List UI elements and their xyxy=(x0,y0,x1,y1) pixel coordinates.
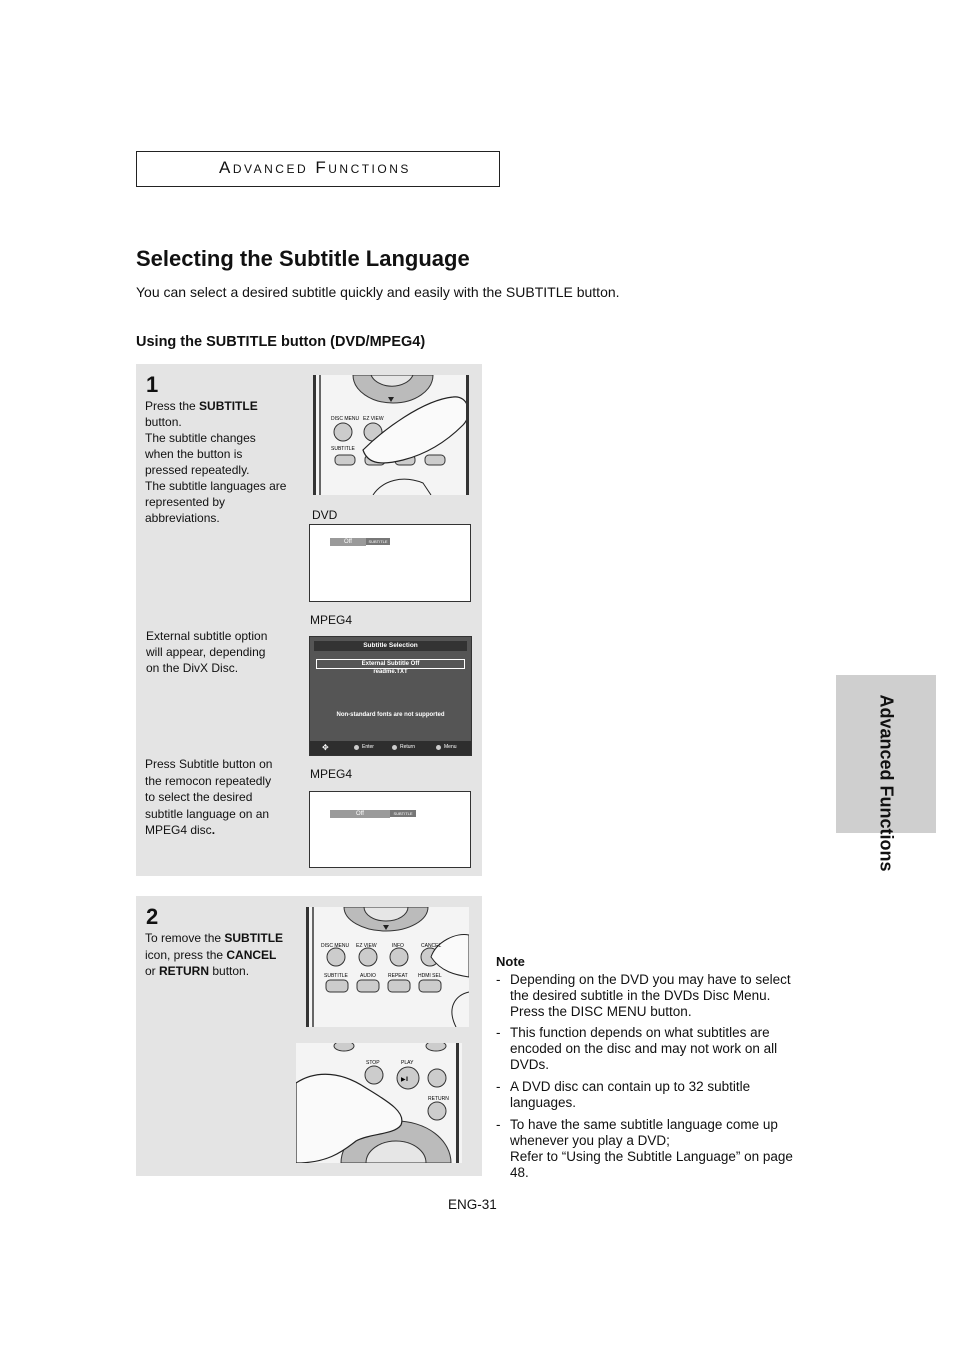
note-item-2 xyxy=(496,1025,806,1073)
step2-t1: To remove the xyxy=(145,931,225,945)
page-number: ENG-31 xyxy=(448,1197,497,1212)
page-title: Selecting the Subtitle Language xyxy=(136,246,470,271)
mpeg4-label-2: MPEG4 xyxy=(310,767,353,781)
note-item-text: To have the same subtitle language come up whenever you play a DVD; Refer to “Using the Subtitle Language” on page 48. xyxy=(510,1117,793,1180)
remote-hand-return-icon xyxy=(296,1043,462,1163)
remote-hand-cancel-icon xyxy=(306,907,469,1027)
step1-instructions xyxy=(145,398,287,526)
step1-text: Press the xyxy=(145,399,200,413)
step2-b3: RETURN xyxy=(159,964,210,978)
mpeg4-warning: Non-standard fonts are not supported xyxy=(336,712,445,718)
mpeg4-menu: Menu xyxy=(444,744,457,750)
mpeg4-footer xyxy=(310,741,471,755)
step1-line2: The subtitle changes when the button is pressed repeatedly. xyxy=(145,431,256,477)
remote2-cancel-label: CANCEL xyxy=(421,943,442,949)
mpeg4-subtitle-selection-screen xyxy=(309,636,472,756)
remote2-stop-label: STOP xyxy=(366,1060,380,1066)
note-item-text: Depending on the DVD you may have to select the desired subtitle in the DVDs Disc Menu. Press the DISC MENU button. xyxy=(510,972,791,1019)
remote-subtitle-illustration xyxy=(313,375,469,495)
note-item-1 xyxy=(496,972,806,1020)
note-title: Note xyxy=(496,954,525,969)
remote2-subtitle-label: SUBTITLE xyxy=(324,973,348,979)
mpeg4-screen-title: Subtitle Selection xyxy=(314,641,467,651)
mpeg4-note-text: Press Subtitle button on the remocon repeatedly to select the desired subtitle language on an MPEG4 disc xyxy=(145,757,273,837)
mpeg4-osd-value: Off xyxy=(330,810,390,818)
mpeg4-note-end: . xyxy=(211,823,216,837)
step1-bold: SUBTITLE xyxy=(199,399,258,413)
return-dot-icon xyxy=(392,745,397,750)
remote2-disc-menu-label: DISC MENU xyxy=(321,943,350,949)
section-header: Advanced Functions xyxy=(219,158,411,177)
step2-instructions xyxy=(145,930,285,980)
note-item-4 xyxy=(496,1117,806,1181)
mpeg4-selected-option: External Subtitle Off xyxy=(316,659,465,669)
note-dash: - xyxy=(496,1079,501,1094)
enter-dot-icon xyxy=(354,745,359,750)
step2-t2: icon, press the xyxy=(145,947,227,962)
remote2-play-label: PLAY xyxy=(401,1060,414,1066)
remote2-hdmi-label: HDMI SEL xyxy=(418,973,442,979)
note-dash: - xyxy=(496,1025,501,1040)
external-subtitle-note: External subtitle option will appear, depending on the DivX Disc. xyxy=(146,629,268,675)
remote-subtitle-label: SUBTITLE xyxy=(331,446,355,452)
mpeg4-enter: Enter xyxy=(362,744,374,750)
note-dash: - xyxy=(496,1117,501,1132)
remote-disc-menu-label: DISC MENU xyxy=(331,416,360,422)
note-item-text: This function depends on what subtitles are encoded on the disc and may not work on all DVDs. xyxy=(510,1025,778,1072)
step1-number: 1 xyxy=(146,372,159,397)
remote-return-illustration xyxy=(296,1043,462,1163)
intro-text: You can select a desired subtitle quickly and easily with the SUBTITLE button. xyxy=(136,284,620,300)
dvd-osd-tag: SUBTITLE xyxy=(366,538,390,545)
mpeg4-label-1: MPEG4 xyxy=(310,613,353,627)
note-item-text: A DVD disc can contain up to 32 subtitle languages. xyxy=(510,1079,751,1110)
svg-text:▶ll: ▶ll xyxy=(401,1077,409,1083)
mpeg4-osd-tag: SUBTITLE xyxy=(390,810,416,817)
remote-hand-icon xyxy=(313,375,469,495)
sidetab-label: Advanced Functions xyxy=(876,694,897,872)
step2-b1: SUBTITLE xyxy=(224,931,284,945)
remote2-return-label: RETURN xyxy=(428,1096,449,1102)
step2-t4: button. xyxy=(209,964,250,978)
remote2-info-label: INFO xyxy=(392,943,404,949)
advanced-functions-tab xyxy=(836,675,936,872)
step2-b2: CANCEL xyxy=(226,947,277,962)
step2-number: 2 xyxy=(146,904,159,929)
section-header-box xyxy=(136,151,500,187)
step1-line3: The subtitle languages are represented by abbreviations. xyxy=(145,479,287,525)
step1-text-end: button. xyxy=(145,415,182,429)
mpeg4-osd-screen xyxy=(309,791,471,868)
mpeg4-file-option: readme.TXT xyxy=(373,669,408,675)
mpeg4-return: Return xyxy=(400,744,416,750)
remote2-audio-label: AUDIO xyxy=(360,973,376,979)
remote2-repeat-label: REPEAT xyxy=(388,973,408,979)
remote2-ez-view-label: EZ VIEW xyxy=(356,943,377,949)
menu-dot-icon xyxy=(436,745,441,750)
mpeg4-note xyxy=(145,756,275,839)
note-item-3 xyxy=(496,1079,806,1111)
remote-ez-view-label: EZ VIEW xyxy=(363,416,384,422)
note-dash: - xyxy=(496,972,501,987)
dvd-osd-value: Off xyxy=(330,538,366,546)
subheading: Using the SUBTITLE button (DVD/MPEG4) xyxy=(136,334,426,350)
step2-t3: or xyxy=(145,964,160,978)
dvd-label: DVD xyxy=(312,508,338,522)
remote-cancel-illustration xyxy=(306,907,469,1027)
nav-arrows-icon: ✥ xyxy=(322,743,329,752)
dvd-osd-screen xyxy=(309,524,471,602)
